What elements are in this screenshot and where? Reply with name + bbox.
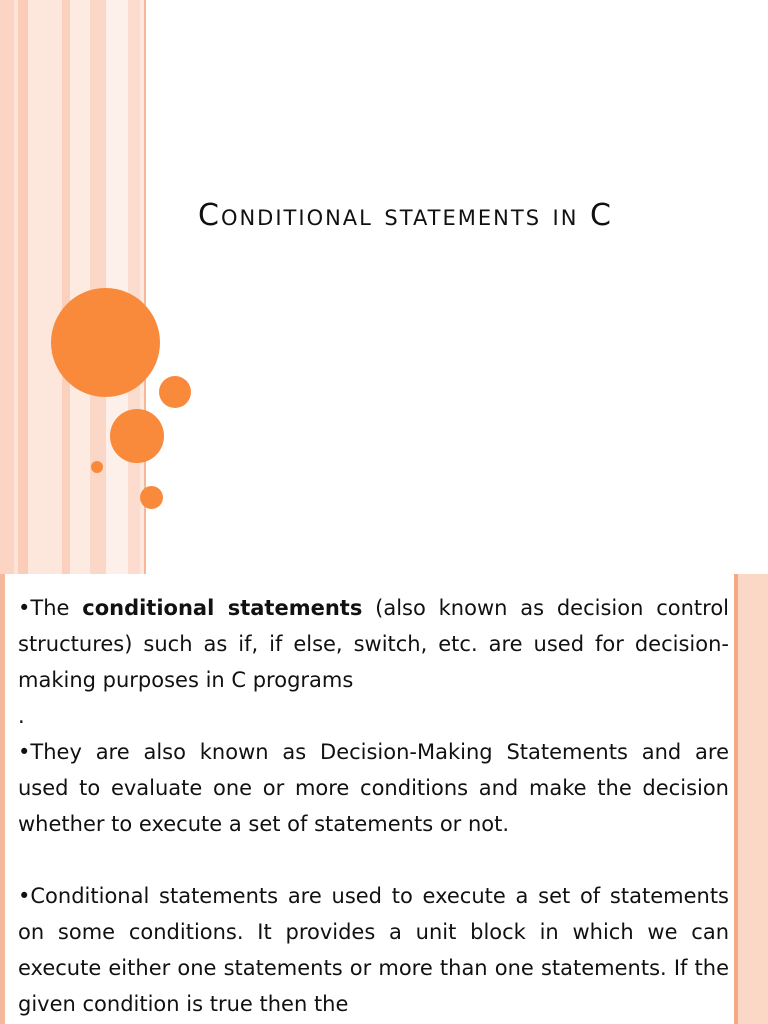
decorative-stripe	[62, 0, 70, 574]
decorative-circle-tiny	[91, 461, 103, 473]
decorative-circle-small	[159, 376, 191, 408]
decorative-stripe	[70, 0, 90, 574]
decorative-stripe	[90, 0, 106, 574]
paragraph-dot: .	[18, 704, 25, 728]
decorative-circle-medium	[110, 409, 164, 463]
paragraph-execution: •Conditional statements are used to execute a set of statements on some conditions. It provides a unit block in which we can execute either one statements or more than one statements. If the given condition is true then the	[18, 884, 729, 1016]
paragraph-text: (also known as decision control structures) such as if, if else, switch, etc. are used for decision-making purposes in C programs	[18, 596, 729, 692]
slide-body	[18, 590, 729, 1022]
decorative-stripe	[18, 0, 28, 574]
paragraph-conditional-statements	[18, 590, 729, 698]
paragraph-decision-making: •They are also known as Decision-Making Statements and are used to evaluate one or more conditions and make the decision whether to execute a set of statements or not.	[18, 740, 729, 836]
decorative-stripe	[106, 0, 128, 574]
decorative-circle-large	[51, 288, 160, 397]
decorative-stripe	[128, 0, 140, 574]
slide-title: Conditional statements in C	[198, 198, 613, 233]
paragraph-text: •The	[18, 596, 83, 620]
decorative-right-band	[738, 574, 768, 1024]
decorative-left-bar	[0, 574, 5, 1024]
decorative-circle-small	[140, 486, 163, 509]
content-slide	[0, 574, 768, 1024]
bold-term: conditional statements	[82, 596, 363, 620]
decorative-stripe	[28, 0, 62, 574]
decorative-stripe	[0, 0, 14, 574]
paragraph-gap	[18, 842, 729, 878]
